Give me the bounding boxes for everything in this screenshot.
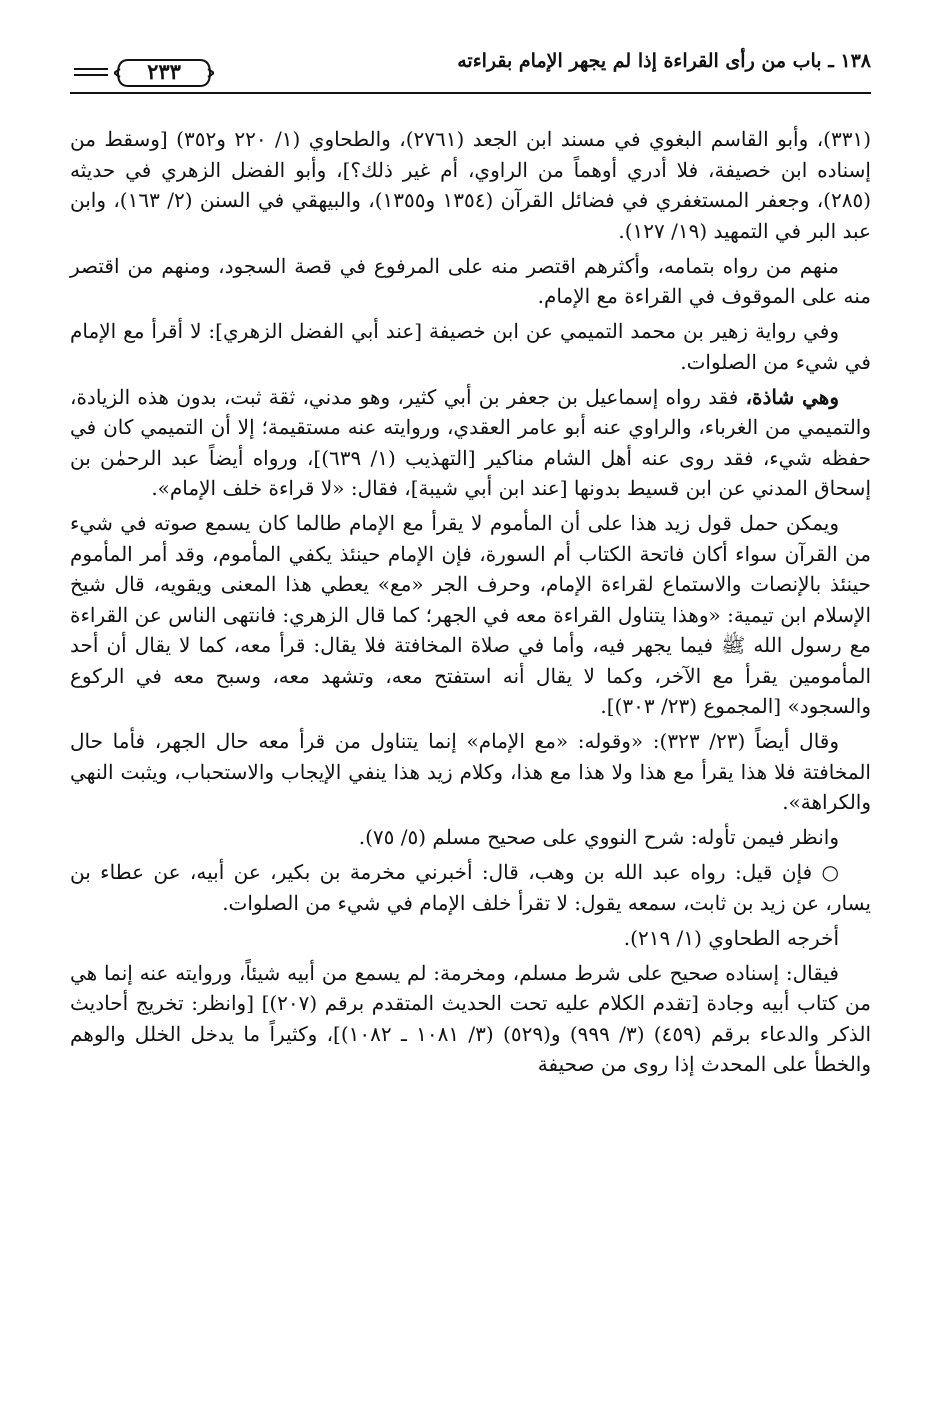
paragraph: وانظر فيمن تأوله: شرح النووي على صحيح مسلم (٥/ ٧٥). — [358, 825, 839, 849]
paragraph-text: فقد رواه إسماعيل بن جعفر بن أبي كثير، وهو مدني، ثقة ثبت، بدون هذه الزيادة، والتميمي من الغرباء، والراوي عنه أبو عامر العقدي، وروايته عنه مستقيمة؛ إلا أن التميمي كان في حفظه شيء، فقد روى عنه أهل الشام مناكير [التهذيب (١/ ٦٣٩)]، ورواه أيضاً عبد الرحمٰن بن إسحاق المدني عن ابن قسيط بدونها [عند ابن أبي شيبة]، فقال: «لا قراءة خلف الإمام». — [70, 384, 871, 500]
paragraph-lead: وهي شاذة، — [745, 384, 839, 409]
ornament-lines — [74, 68, 108, 80]
header-rule — [70, 92, 871, 94]
paragraph: فيقال: إسناده صحيح على شرط مسلم، ومخرمة: لم يسمع من أبيه شيئاً، وروايته عنه إنما هي من كتاب أبيه وجادة [تقدم الكلام عليه تحت الحديث المتقدم برقم (٢٠٧)] [وانظر: تخريج أحاديث الذكر والدعاء برقم (٤٥٩) (٣/ ٩٩٩) و(٥٢٩) (٣/ ١٠٨١ ـ ١٠٨٢)]، وكثيراً ما يدخل الخلل والوهم والخطأ على المحدث إذا روى من صحيفة — [70, 960, 871, 1076]
page-number-ornament — [70, 58, 220, 92]
paragraph: أخرجه الطحاوي (١/ ٢١٩). — [623, 925, 839, 950]
paragraph: منهم من رواه بتمامه، وأكثرهم اقتصر منه على المرفوع في قصة السجود، ومنهم من اقتصر منه على الموقوف في القراءة مع الإمام. — [70, 253, 871, 308]
chapter-title: ١٣٨ ـ باب من رأى القراءة إذا لم يجهر الإمام بقراءته — [457, 50, 871, 72]
page-body — [70, 124, 871, 1084]
page-number: ٢٣٣ — [147, 59, 181, 84]
paragraph — [70, 382, 871, 504]
paragraph: ويمكن حمل قول زيد هذا على أن المأموم لا يقرأ مع الإمام طالما كان يسمع صوته في شيء من القرآن سواء أكان فاتحة الكتاب أم السورة، فإن الإمام حينئذ يكفي المأموم، وقد أمر المأموم حينئذ بالإنصات والاستماع لقراءة الإمام، وحرف الجر «مع» يعطي هذا المعنى ويقويه، قال شيخ الإسلام ابن تيمية: «وهذا يتناول القراءة معه في الجهر؛ كما قال الزهري: فانتهى الناس عن القراءة مع رسول الله ﷺ فيما يجهر فيه، وأما في صلاة المخافتة فلا يقال: قرأ معه، كما لا يقال أن أحد المأمومين يقرأ مع الآخر، وكما لا يقال أنه استفتح معه، وتشهد معه، وسبح معه في الركوع والسجود» [المجموع (٢٣/ ٣٠٣)]. — [70, 511, 872, 718]
paragraph: وفي رواية زهير بن محمد التميمي عن ابن خصيفة [عند أبي الفضل الزهري]: لا أقرأ مع الإمام في شيء من الصلوات. — [70, 319, 871, 374]
running-header — [70, 46, 871, 96]
paragraph: (٣٣١)، وأبو القاسم البغوي في مسند ابن الجعد (٢٧٦١)، والطحاوي (١/ ٢٢٠ و٣٥٢) [وسقط من إسناده ابن خصيفة، فلا أدري أوهماً من الراوي، أم غير ذلك؟]، وأبو الفضل الزهري في حديثه (٢٨٥)، وجعفر المستغفري في فضائل القرآن (١٣٥٤ و١٣٥٥)، والبيهقي في السنن (٢/ ١٦٣)، وابن عبد البر في التمهيد (١٩/ ١٢٧). — [70, 127, 872, 243]
paragraph: ○ فإن قيل: رواه عبد الله بن وهب، قال: أخبرني مخرمة بن بكير، عن أبيه، عن عطاء بن يسار، عن زيد بن ثابت، سمعه يقول: لا تقرأ خلف الإمام في شيء من الصلوات. — [70, 860, 871, 915]
paragraph: وقال أيضاً (٢٣/ ٣٢٣): «وقوله: «مع الإمام» إنما يتناول من قرأ معه حال الجهر، فأما حال المخافتة فلا هذا يقرأ مع هذا ولا هذا مع هذا، وكلام زيد هذا ينفي الإيجاب والاستحباب، ويثبت النهي والكراهة». — [70, 729, 871, 814]
